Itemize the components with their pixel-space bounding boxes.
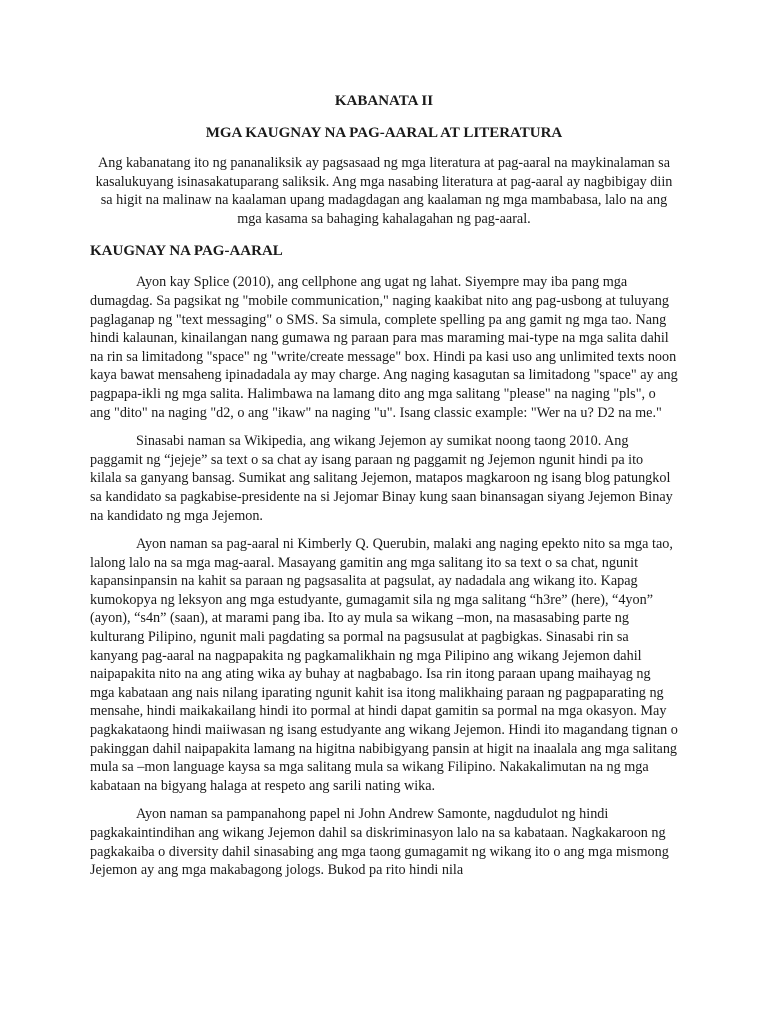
body-paragraph: Sinasabi naman sa Wikipedia, ang wikang Jejemon ay sumikat noong taong 2010. Ang paggamit ng “jejeje” sa text o sa chat ay isang paraan ng paggamit ng Jejemon ngunit hindi pa ito kilala sa ganyang bansag. Sumikat ang salitang Jejemon, matapos magkaroon ng isang blog patungkol sa kandidato sa pagkabise-presidente na si Jejomar Binay kung saan binansagan siyang Jejemon Binay na kandidato ng mga Jejemon.	[90, 433, 673, 524]
body-paragraph: Ayon naman sa pag-aaral ni Kimberly Q. Querubin, malaki ang naging epekto nito sa mga tao, lalong lalo na sa mga mag-aaral. Masayang gamitin ang mga salitang ito sa text o sa chat, ngunit kapansinpansin na kahit sa paraan ng pagsasalita at pagsulat, ay nadadala ang wikang ito. Kapag kumokopya ng leksyon ang mga estudyante, gumagamit sila ng mga salitang “h3re” (here), “4yon” (ayon), “s4n” (saan), at marami pang iba. Ito ay mula sa wikang –mon, na masasabing parte ng kulturang Pilipino, ngunit mali pagdating sa pormal na pagsusulat at pagbigkas. Sinasabi rin sa kanyang pag-aaral na nagpapakita ng pagkamalikhain ng mga Pilipino ang wikang Jejemon dahil naipapakita nito na ang ating wika ay buhay at nagbabago. Isa rin itong paraan upang maihayag ng mga kabataan ang nais nilang iparating ngunit kahit isa itong malikhaing paraan ng pagpaparating ng mensahe, hindi maikakailang hindi ito pormal at hindi dapat gamitin sa pormal na mga okasyon. May pagkakataong hindi maiiwasan ng isang estudyante ang wikang Jejemon. Hindi ito magandang tignan o pakinggan dahil naipapakita lamang na higitna nabibigyang pansin at higit na inaalala ang mga salitang mula sa –mon language kaysa sa mga salitang mula sa wikang Filipino. Nakakalimutan na ng mga kabataan na bigyang halaga at respeto ang sarili nating wika.	[90, 536, 678, 794]
body-paragraph: Ayon kay Splice (2010), ang cellphone ang ugat ng lahat. Siyempre may iba pang mga dumagdag. Sa pagsikat ng "mobile communication," naging kaakibat nito ang pag-usbong at tuluyang paglaganap ng "text messaging" o SMS. Sa simula, complete spelling pa ang gamit ng mga tao. Nang hindi kalaunan, kinailangan nang gumawa ng paraan para mas maraming mai-type na mga salita dahil na rin sa limitadong "space" ng "write/create message" box. Hindi pa kasi uso ang unlimited texts noon kaya bawat mensaheng ipinadadala ay may charge. Ang naging kasagutan sa limitadong "space" ay ang pagpapa-ikli ng mga salita. Halimbawa na lamang dito ang mga salitang "please" na naging "pls", o ang "dito" na naging "d2, o ang "ikaw" na naging "u". Isang classic example: "Wer na u? D2 na me."	[90, 274, 678, 421]
document-body	[90, 92, 678, 890]
intro-paragraph: Ang kabanatang ito ng pananaliksik ay pagsasaad ng mga literatura at pag-aaral na maykinalaman sa kasalukuyang isinasakatuparang saliksik. Ang mga nasabing literatura at pag-aaral ay nagbibigay diin sa higit na malinaw na kaalaman upang madagdagan ang kaalaman ng mga mambabasa, lalo na ang mga kasama sa bahaging kahalagahan ng pag-aaral.	[95, 155, 673, 227]
chapter-heading: KABANATA II	[334, 93, 434, 109]
body-paragraph: Ayon naman sa pampanahong papel ni John Andrew Samonte, nagdudulot ng hindi pagkakaintindihan ang wikang Jejemon dahil sa diskriminasyon lalo na sa kabataan. Nagkakaroon ng pagkakaiba o diversity dahil sinasabing ang mga taong gumagamit ng wikang ito o ang mga mismong Jejemon ay ang mga makabagong jologs. Bukod pa rito hindi nila	[90, 806, 669, 879]
section-heading: KAUGNAY NA PAG-AARAL	[90, 243, 283, 260]
chapter-title: MGA KAUGNAY NA PAG-AARAL AT LITERATURA	[205, 125, 563, 141]
